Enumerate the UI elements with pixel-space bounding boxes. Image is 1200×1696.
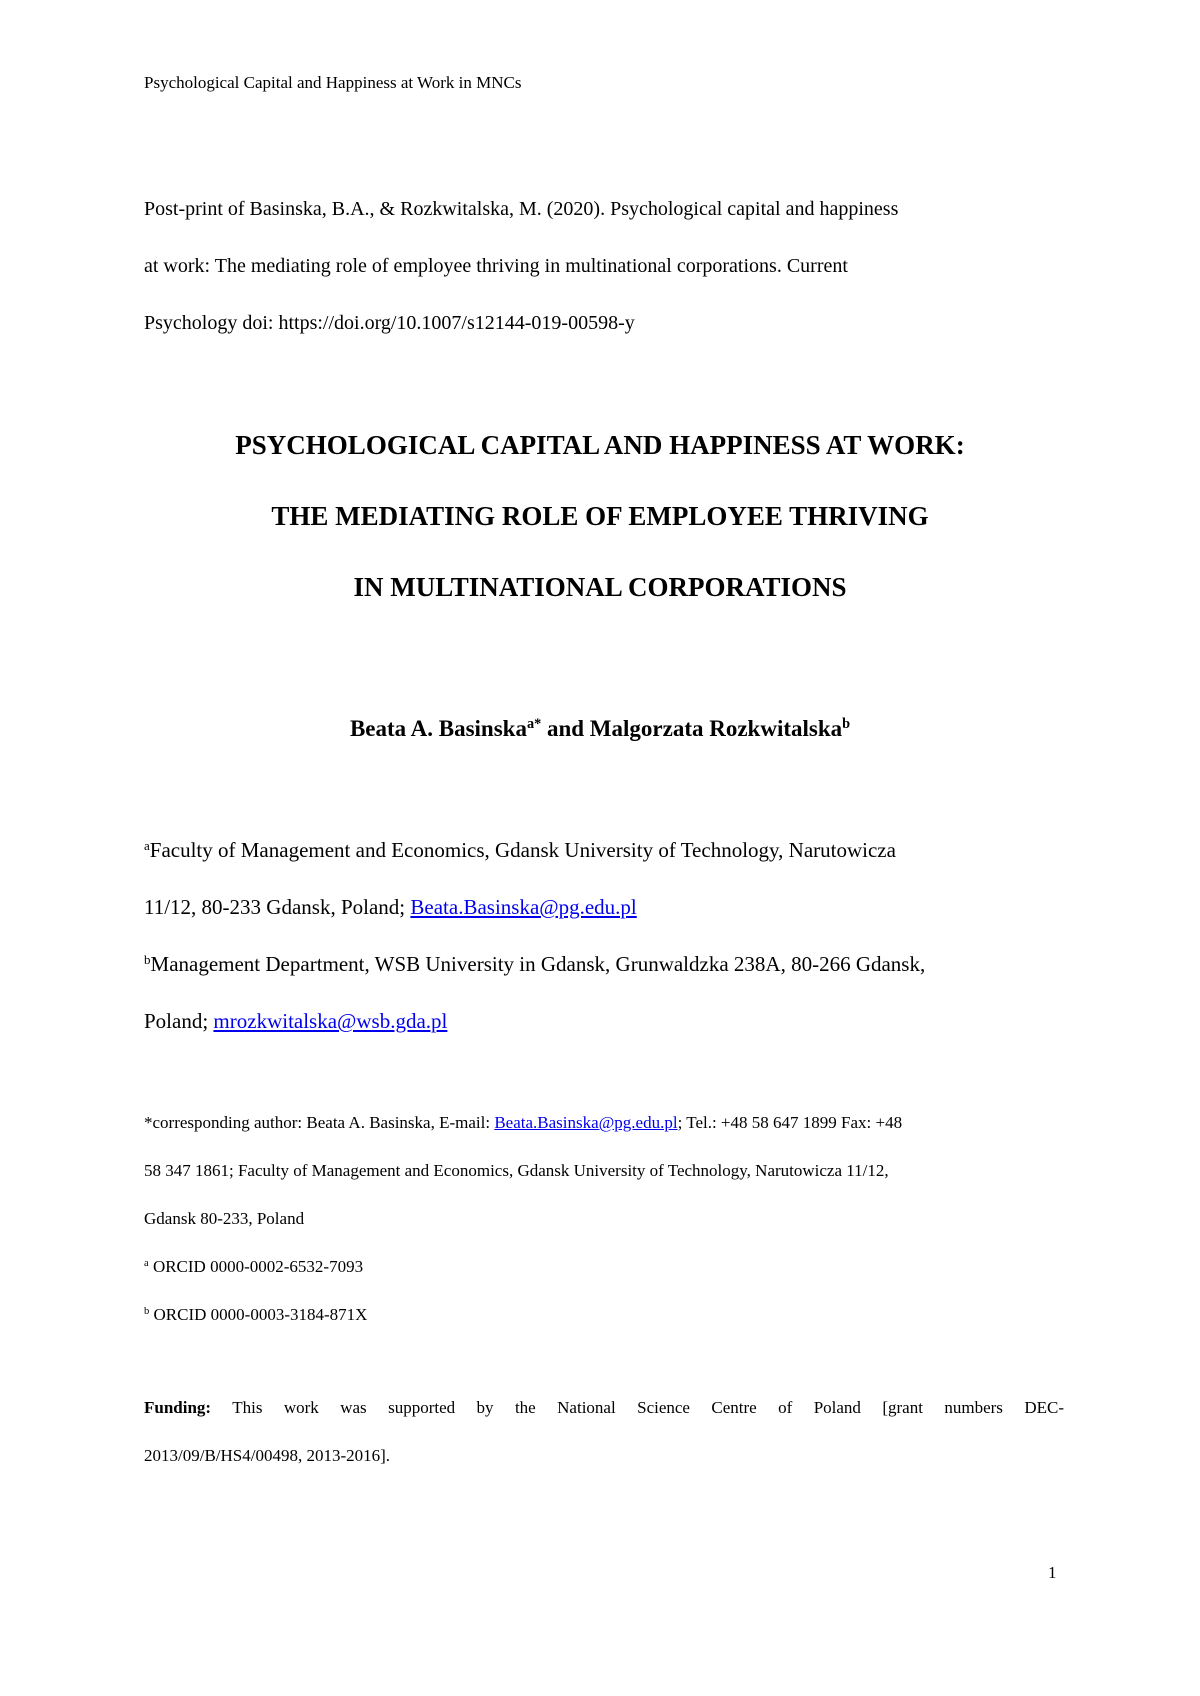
email-link[interactable]: Beata.Basinska@pg.edu.pl: [494, 1113, 678, 1132]
page-number: 1: [1048, 1563, 1057, 1582]
funding-line: 2013/09/B/HS4/00498, 2013-2016].: [144, 1446, 391, 1465]
title-line: IN MULTINATIONAL CORPORATIONS: [353, 572, 847, 602]
orcid-line: [144, 1305, 1064, 1353]
correspondence-line: [144, 1113, 1064, 1161]
affiliation-superscript: b: [842, 716, 851, 733]
affiliation-a-line: [144, 838, 1064, 895]
postprint-line: Psychology doi: https://doi.org/10.1007/s12144-019-00598-y: [144, 312, 635, 334]
title-line: PSYCHOLOGICAL CAPITAL AND HAPPINESS AT WORK:: [235, 430, 965, 460]
affiliation-b-line: [144, 952, 1064, 1009]
paper-title: [144, 430, 1056, 643]
affiliation-text: 11/12, 80-233 Gdansk, Poland;: [144, 895, 411, 919]
affiliation-b-line: [144, 1009, 1064, 1066]
correspondence-text: ; Tel.: +48 58 647 1899 Fax: +48: [677, 1113, 903, 1132]
funding-line: [144, 1398, 1064, 1446]
affiliation-a-line: [144, 895, 1064, 952]
author-name: Malgorzata Rozkwitalska: [589, 716, 843, 741]
orcid-text: ORCID 0000-0002-6532-7093: [148, 1257, 364, 1276]
postprint-line: Post-print of Basinska, B.A., & Rozkwitalska, M. (2020). Psychological capital and happiness: [144, 198, 899, 220]
running-head: Psychological Capital and Happiness at Work in MNCs: [144, 73, 522, 92]
funding-statement: [144, 1398, 1064, 1494]
affiliation-marker: b: [144, 951, 151, 967]
correspondence-line: Gdansk 80-233, Poland: [144, 1209, 305, 1228]
affiliation-text: Management Department, WSB University in Gdansk, Grunwaldzka 238A, 80-266 Gdansk,: [150, 952, 926, 976]
orcid-text: ORCID 0000-0003-3184-871X: [149, 1305, 368, 1324]
email-link[interactable]: mrozkwitalska@wsb.gda.pl: [213, 1009, 448, 1033]
affiliation-marker: b: [144, 1306, 150, 1318]
funding-text: This work was supported by the National Science Centre of Poland [grant numbers DEC-: [211, 1398, 1064, 1417]
funding-label: Funding:: [144, 1398, 212, 1417]
correspondence-text: *corresponding author: Beata A. Basinska, E-mail:: [144, 1113, 495, 1132]
email-link[interactable]: Beata.Basinska@pg.edu.pl: [410, 895, 637, 919]
affiliation-superscript: a*: [526, 716, 542, 733]
orcid-line: [144, 1257, 1064, 1305]
author-name: Beata A. Basinska: [349, 716, 527, 741]
correspondence-block: [144, 1113, 1064, 1353]
affiliation-text: Faculty of Management and Economics, Gdansk University of Technology, Narutowicza: [149, 838, 896, 862]
author-conjunction: and: [541, 716, 590, 741]
title-line: THE MEDIATING ROLE OF EMPLOYEE THRIVING: [271, 501, 929, 531]
correspondence-line: 58 347 1861; Faculty of Management and Economics, Gdansk University of Technology, Narutowicza 11/12,: [144, 1161, 889, 1180]
postprint-line: at work: The mediating role of employee thriving in multinational corporations. Current: [144, 255, 848, 277]
affiliation-text: Poland;: [144, 1009, 214, 1033]
postprint-citation: [144, 198, 1064, 369]
affiliation-marker: a: [144, 1258, 149, 1270]
affiliations: [144, 838, 1064, 1066]
author-line: [144, 716, 1056, 742]
affiliation-marker: a: [144, 837, 150, 853]
